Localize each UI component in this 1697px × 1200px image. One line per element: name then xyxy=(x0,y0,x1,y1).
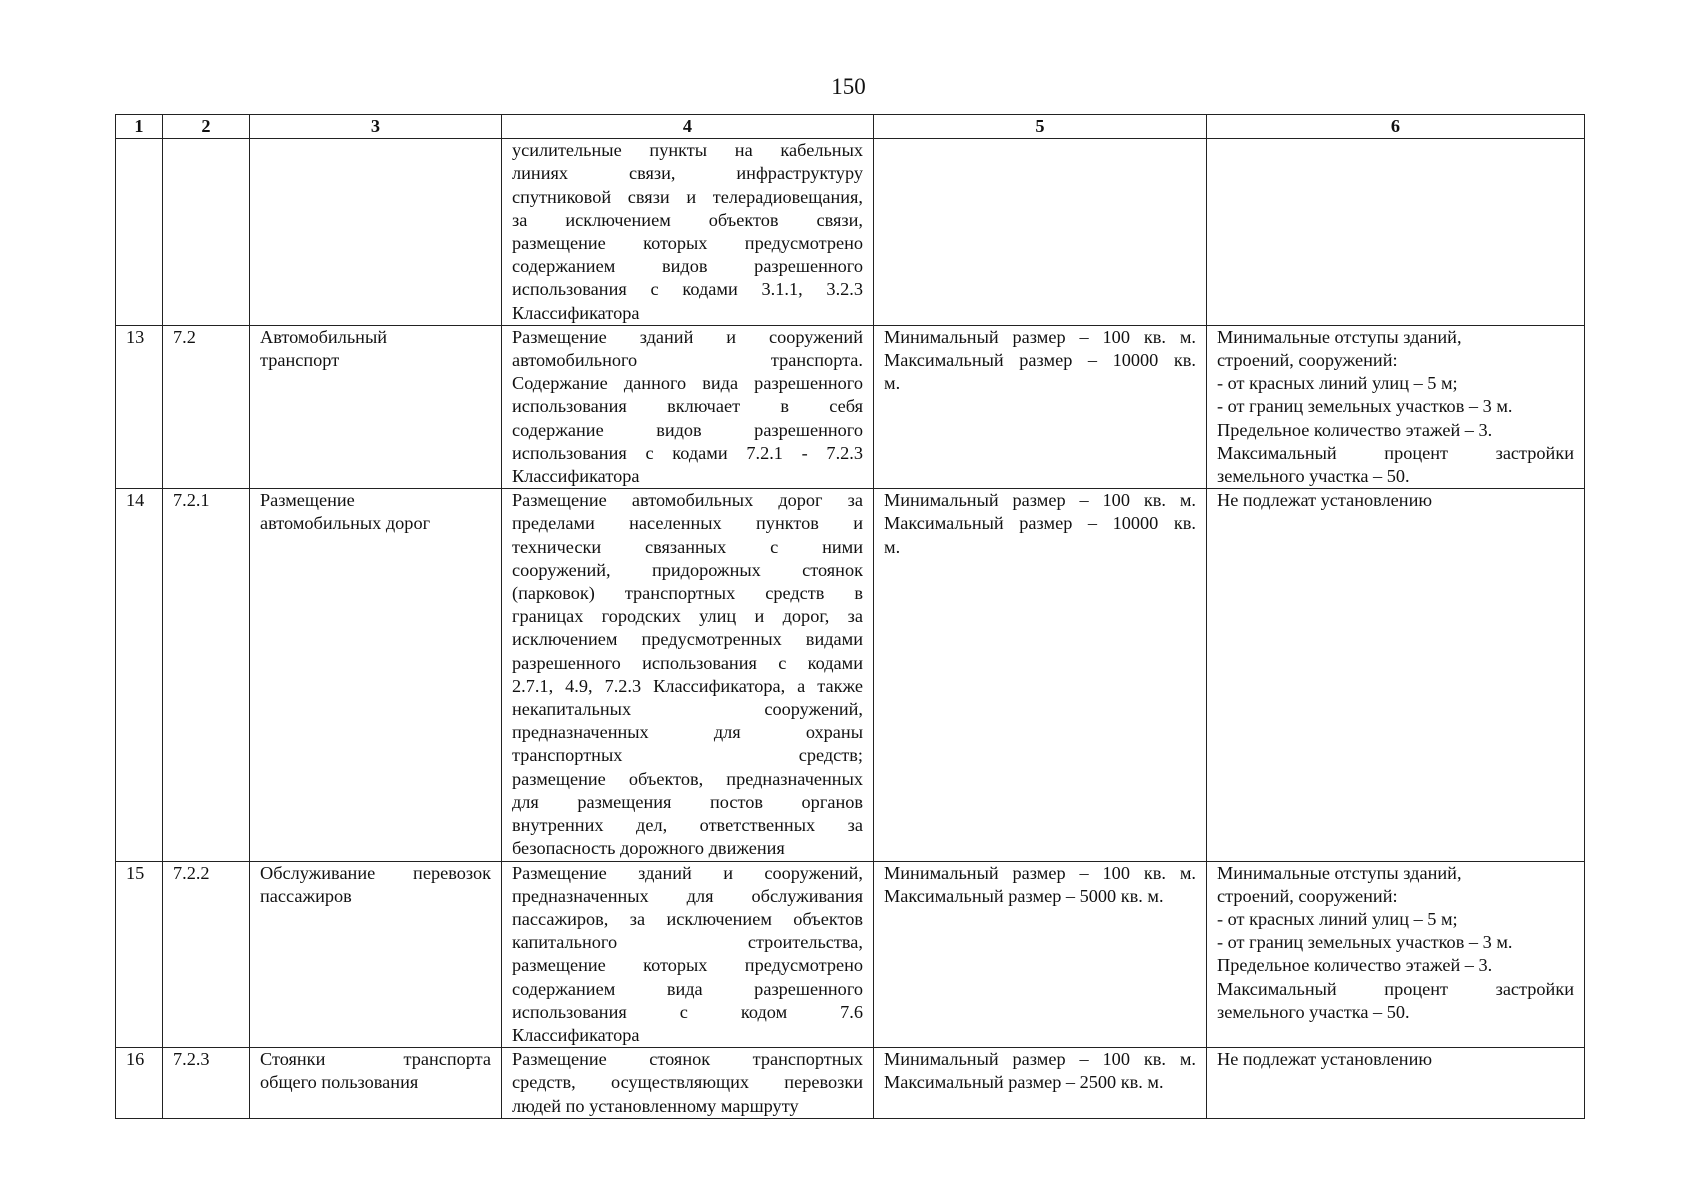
use-name-line: Стоянки транспорта xyxy=(260,1049,491,1070)
description-line: использования с кодами 3.1.1, 3.2.3 xyxy=(512,279,863,300)
description-cell xyxy=(502,325,874,488)
plot-size-line: Минимальный размер – 100 кв. м. xyxy=(884,326,1196,347)
plot-size-line: Минимальный размер – 100 кв. м. xyxy=(884,862,1196,883)
description-line: размещение которых предусмотрено xyxy=(512,233,863,254)
building-param-line: земельного участка – 50. xyxy=(1217,1001,1410,1022)
use-code: 7.2.1 xyxy=(173,490,210,511)
building-param-line: Минимальные отступы зданий, xyxy=(1217,326,1462,347)
use-name-line: Размещение xyxy=(260,490,355,511)
row-number-cell xyxy=(116,325,163,488)
plot-size-line: Минимальный размер – 100 кв. м. xyxy=(884,1049,1196,1070)
description-line: Размещение зданий и сооружений xyxy=(512,326,863,347)
row-number-cell xyxy=(116,861,163,1048)
row-number-cell xyxy=(116,139,163,326)
description-line: линиях связи, инфраструктуру xyxy=(512,163,863,184)
plot-size-line: Максимальный размер – 2500 кв. м. xyxy=(884,1072,1164,1093)
plot-size-line: м. xyxy=(884,373,901,394)
plot-size-cell xyxy=(874,139,1207,326)
description-line: средств, осуществляющих перевозки xyxy=(512,1072,863,1093)
table-row xyxy=(116,139,1585,326)
use-name-line: Автомобильный xyxy=(260,326,388,347)
building-params-cell xyxy=(1207,139,1585,326)
description-line: пределами населенных пунктов и xyxy=(512,513,863,534)
building-params-cell xyxy=(1207,1048,1585,1119)
building-params-cell xyxy=(1207,325,1585,488)
description-line: Классификатора xyxy=(512,1024,640,1045)
use-name-cell xyxy=(250,1048,502,1119)
row-number: 13 xyxy=(126,326,145,347)
description-line: использования включает в себя xyxy=(512,396,863,417)
use-name-line: Обслуживание перевозок xyxy=(260,862,491,883)
description-line: использования с кодами 7.2.1 - 7.2.3 xyxy=(512,442,863,463)
description-line: размещение которых предусмотрено xyxy=(512,955,863,976)
description-line: усилительные пункты на кабельных xyxy=(512,140,863,161)
description-line: для размещения постов органов xyxy=(512,791,863,812)
description-line: капитального строительства, xyxy=(512,932,863,953)
plot-size-line: Минимальный размер – 100 кв. м. xyxy=(884,490,1196,511)
description-line: разрешенного использования с кодами xyxy=(512,652,863,673)
building-param-line: Максимальный процент застройки xyxy=(1217,978,1574,999)
column-header: 4 xyxy=(502,115,874,139)
building-param-line: - от красных линий улиц – 5 м; xyxy=(1217,908,1458,929)
row-number: 14 xyxy=(126,490,145,511)
column-header: 3 xyxy=(250,115,502,139)
description-line: автомобильного транспорта. xyxy=(512,350,863,371)
description-line: безопасность дорожного движения xyxy=(512,838,785,859)
building-param-line: Не подлежат установлению xyxy=(1217,490,1433,511)
description-cell xyxy=(502,489,874,861)
building-param-line: строений, сооружений: xyxy=(1217,885,1398,906)
description-line: Содержание данного вида разрешенного xyxy=(512,373,863,394)
use-name-line: автомобильных дорог xyxy=(260,513,431,534)
description-line: транспортных средств; xyxy=(512,745,863,766)
land-use-table xyxy=(115,114,1585,1119)
page-number: 150 xyxy=(831,74,866,99)
building-params-cell xyxy=(1207,861,1585,1048)
header-row xyxy=(116,115,1585,139)
description-line: (парковок) транспортных средств в xyxy=(512,583,863,604)
column-header: 2 xyxy=(163,115,250,139)
building-param-line: Предельное количество этажей – 3. xyxy=(1217,955,1493,976)
description-line: содержание видов разрешенного xyxy=(512,419,863,440)
table-row xyxy=(116,1048,1585,1119)
description-line: за исключением объектов связи, xyxy=(512,209,863,230)
code-cell xyxy=(163,861,250,1048)
plot-size-cell xyxy=(874,861,1207,1048)
row-number-cell xyxy=(116,489,163,861)
use-name-cell xyxy=(250,489,502,861)
description-line: внутренних дел, ответственных за xyxy=(512,815,863,836)
plot-size-cell xyxy=(874,1048,1207,1119)
plot-size-line: Максимальный размер – 10000 кв. xyxy=(884,513,1196,534)
use-code: 7.2 xyxy=(173,326,196,347)
building-param-line: - от границ земельных участков – 3 м. xyxy=(1217,396,1513,417)
table-row xyxy=(116,489,1585,861)
description-line: использования с кодом 7.6 xyxy=(512,1001,863,1022)
code-cell xyxy=(163,325,250,488)
description-line: исключением предусмотренных видами xyxy=(512,629,863,650)
use-name-line: общего пользования xyxy=(260,1072,419,1093)
plot-size-line: Максимальный размер – 5000 кв. м. xyxy=(884,885,1164,906)
row-number-cell xyxy=(116,1048,163,1119)
building-params-cell xyxy=(1207,489,1585,861)
description-line: предназначенных для обслуживания xyxy=(512,885,863,906)
row-number: 16 xyxy=(126,1049,145,1070)
column-header: 1 xyxy=(116,115,163,139)
description-line: предназначенных для охраны xyxy=(512,722,863,743)
column-header: 5 xyxy=(874,115,1207,139)
description-line: 2.7.1, 4.9, 7.2.3 Классификатора, а также xyxy=(512,675,863,696)
code-cell xyxy=(163,139,250,326)
building-param-line: - от границ земельных участков – 3 м. xyxy=(1217,932,1513,953)
building-param-line: Не подлежат установлению xyxy=(1217,1049,1433,1070)
building-param-line: Предельное количество этажей – 3. xyxy=(1217,419,1493,440)
description-line: технически связанных с ними xyxy=(512,536,863,557)
description-line: спутниковой связи и телерадиовещания, xyxy=(512,186,863,207)
description-cell xyxy=(502,1048,874,1119)
use-code: 7.2.2 xyxy=(173,862,210,883)
description-line: Размещение автомобильных дорог за xyxy=(512,490,863,511)
description-line: людей по установленному маршруту xyxy=(512,1095,799,1116)
plot-size-line: Максимальный размер – 10000 кв. xyxy=(884,350,1196,371)
description-cell xyxy=(502,861,874,1048)
code-cell xyxy=(163,1048,250,1119)
use-name-line: транспорт xyxy=(260,350,340,371)
description-line: содержанием видов разрешенного xyxy=(512,256,863,277)
description-line: границах городских улиц и дорог, за xyxy=(512,606,863,627)
use-code: 7.2.3 xyxy=(173,1049,210,1070)
building-param-line: Минимальные отступы зданий, xyxy=(1217,862,1462,883)
plot-size-line: м. xyxy=(884,536,901,557)
description-line: сооружений, придорожных стоянок xyxy=(512,559,863,580)
plot-size-cell xyxy=(874,489,1207,861)
building-param-line: земельного участка – 50. xyxy=(1217,466,1410,487)
table-row xyxy=(116,861,1585,1048)
description-line: Классификатора xyxy=(512,302,640,323)
description-line: некапитальных сооружений, xyxy=(512,699,863,720)
use-name-cell xyxy=(250,139,502,326)
building-param-line: - от красных линий улиц – 5 м; xyxy=(1217,373,1458,394)
description-cell xyxy=(502,139,874,326)
use-name-cell xyxy=(250,325,502,488)
use-name-line: пассажиров xyxy=(260,885,352,906)
building-param-line: Максимальный процент застройки xyxy=(1217,442,1574,463)
table-row xyxy=(116,325,1585,488)
building-param-line: строений, сооружений: xyxy=(1217,350,1398,371)
row-number: 15 xyxy=(126,862,145,883)
use-name-cell xyxy=(250,861,502,1048)
description-line: Размещение зданий и сооружений, xyxy=(512,862,863,883)
description-line: размещение объектов, предназначенных xyxy=(512,768,863,789)
description-line: Размещение стоянок транспортных xyxy=(512,1049,863,1070)
description-line: пассажиров, за исключением объектов xyxy=(512,908,863,929)
code-cell xyxy=(163,489,250,861)
description-line: содержанием вида разрешенного xyxy=(512,978,863,999)
column-header: 6 xyxy=(1207,115,1585,139)
description-line: Классификатора xyxy=(512,466,640,487)
plot-size-cell xyxy=(874,325,1207,488)
